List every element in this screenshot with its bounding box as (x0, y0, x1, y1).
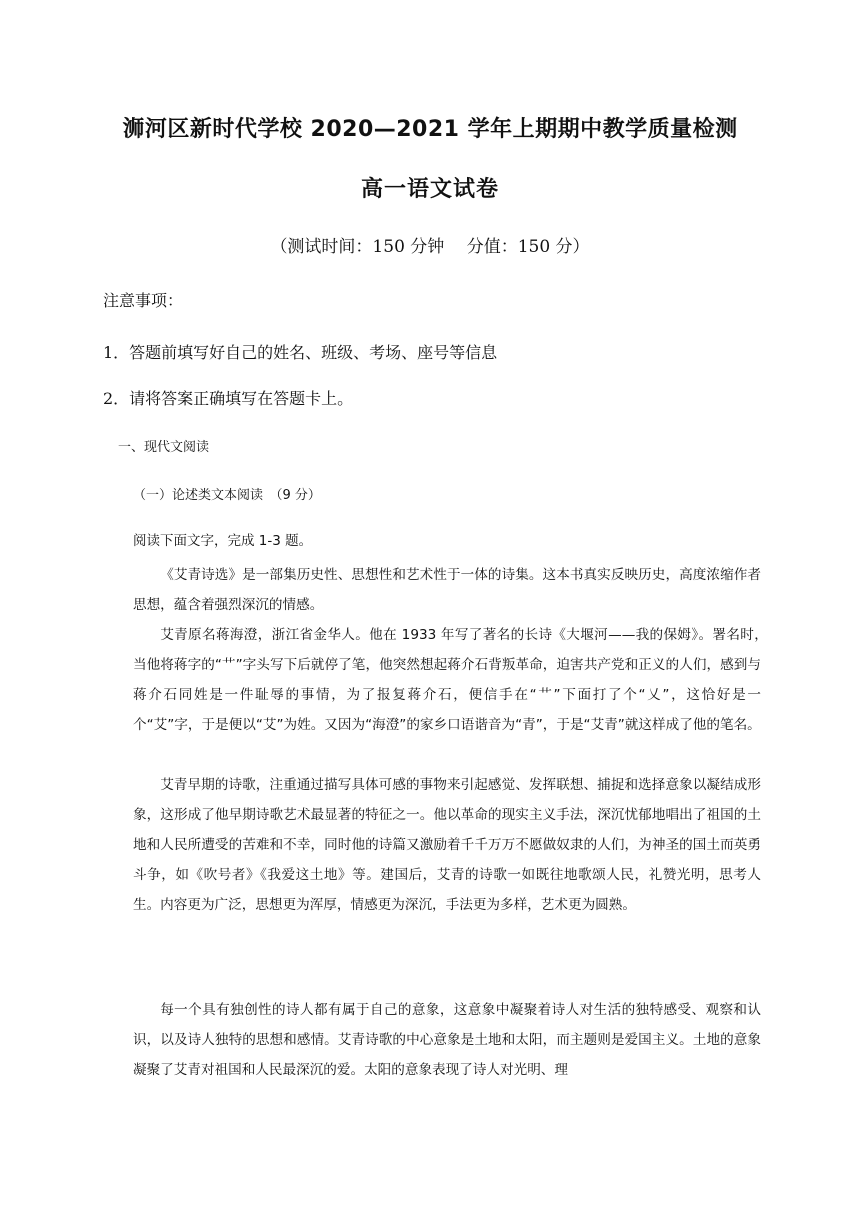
subsection-heading: （一）论述类文本阅读 （9 分） (133, 488, 321, 503)
passage-paragraph-2: 艾青原名蒋海澄，浙江省金华人。他在 1933 年写了著名的长诗《大堰河——我的保姆》。署名时， 当他将蒋字的“艹”字头写下后就停了笔，他突然想起蒋介石背叛革命，迫害共产党和正义的人们，感到与蒋介石同姓是一件耻辱的事情，为了报复蒋介石，便信手在“艹”下面打了个“乂”，这恰好是一 个“艾”字，于是便以“艾”为姓。又因为“海澄”的家乡口语谐音为“青”，于是“艾青”就这样成了他的笔名。 (133, 627, 775, 733)
passage-paragraph-1: 《艾青诗选》是一部集历史性、思想性和艺术性于一体的诗集。这本书真实反映历史，高度浓缩作者思想，蕴含着强烈深沉的情感。 (133, 567, 761, 613)
section-heading: 一、现代文阅读 (118, 440, 210, 455)
passage-paragraph-4: 每一个具有独创性的诗人都有属于自己的意象，这意象中凝聚着诗人对生活的独特感受、观察和认识，以及诗人独特的思想和感情。艾青诗歌的中心意象是土地和太阳，而主题则是爱国主义。土地的意象凝聚了艾青对祖国和人民最深沉的爱。太阳的意象表现了诗人对光明、理 (133, 1002, 761, 1078)
notice-heading: 注意事项： (103, 291, 184, 310)
exam-title: 浉河区新时代学校 2020—2021 学年上期期中教学质量检测 (122, 117, 738, 142)
notice-item-2: 2．请将答案正确填写在答题卡上。 (103, 389, 354, 408)
passage-paragraph-3: 艾青早期的诗歌，注重通过描写具体可感的事物来引起感觉、发挥联想、捕捉和选择意象以凝结成形象，这形成了他早期诗歌艺术最显著的特征之一。他以革命的现实主义手法，深沉忧郁地唱出了祖国的土地和人民所遭受的苦难和不幸，同时他的诗篇又激励着千千万万不愿做奴隶的人们，为神圣的国土而英勇斗争，如《吹号者》《我爱这土地》等。建国后，艾青的诗歌一如既往地歌颂人民，礼赞光明，思考人生。内容更为广泛，思想更为浑厚，情感更为深沉，手法更为多样，艺术更为圆熟。 (133, 777, 761, 913)
notice-item-1: 1．答题前填写好自己的姓名、班级、考场、座号等信息 (103, 343, 498, 362)
reading-instruction: 阅读下面文字，完成 1-3 题。 (133, 533, 313, 549)
exam-meta: （测试时间：150 分钟 分值：150 分） (270, 237, 590, 257)
exam-subtitle: 高一语文试卷 (360, 177, 499, 202)
